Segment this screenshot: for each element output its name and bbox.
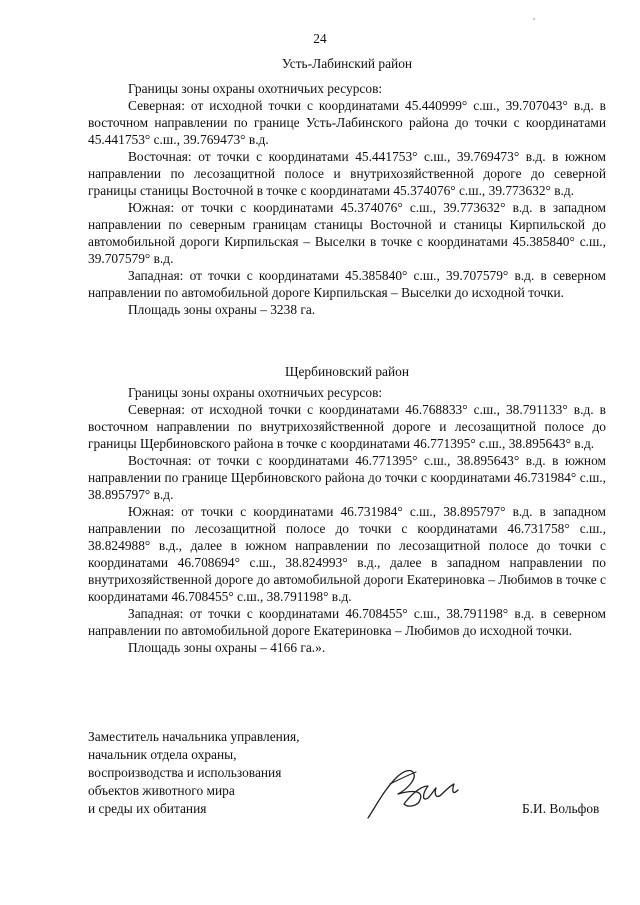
page-number: 24: [313, 31, 327, 46]
paragraph: Северная: от исходной точки с координатами 46.768833° с.ш., 38.791133° в.д. в восточном направлении по внутрихозяйственной дороге и лесозащитной полосе до границы Щербиновского района в точке с координатами 46.771395° с.ш., 38.895643° в.д.: [88, 402, 606, 451]
paragraph: Границы зоны охраны охотничьих ресурсов:: [128, 385, 383, 400]
signature-line: воспроизводства и использования: [88, 765, 282, 780]
paragraph: Площадь зоны охраны – 3238 га.: [128, 302, 316, 317]
signer-name: Б.И. Вольфов: [522, 801, 600, 816]
paragraph: Западная: от точки с координатами 45.385840° с.ш., 39.707579° в.д. в северном направлении по автомобильной дороге Кирпильская – Выселки до исходной точки.: [88, 268, 606, 300]
section-title: Усть-Лабинский район: [281, 56, 413, 71]
paragraph: Южная: от точки с координатами 46.731984° с.ш., 38.895797° в.д. в западном направлении по лесозащитной полосе до точки с координатами 46.731758° с.ш., 38.824988° в.д., далее в южном направлении по лесозащитной полосе до точки с координатами 46.708694° с.ш., 38.824993° в.д., далее в западном направлении по внутрихозяйственной дороге до автомобильной дороги Екатериновка – Любимов в точке с координатами 46.708455° с.ш., 38.791198° в.д.: [88, 504, 607, 604]
paragraph: Площадь зоны охраны – 4166 га.».: [128, 640, 326, 655]
paragraph: Западная: от точки с координатами 46.708455° с.ш., 38.791198° в.д. в северном направлении по автомобильной дороге Екатериновка – Любимов до исходной точки.: [88, 606, 606, 638]
signature-line: и среды их обитания: [88, 801, 207, 816]
paragraph: Восточная: от точки с координатами 46.771395° с.ш., 38.895643° в.д. в южном направлении по границе Щербиновского района до точки с координатами 46.731984° с.ш., 38.895797° в.д.: [88, 453, 606, 502]
section-title: Щербиновский район: [284, 364, 410, 379]
paragraph: Южная: от точки с координатами 45.374076° с.ш., 39.773632° в.д. в западном направлении по северным границам станицы Восточной и станицы Кирпильской до автомобильной дороги Кирпильская – Выселки в точке с координатами 45.385840° с.ш., 39.707579° в.д.: [88, 200, 606, 266]
signature-line: объектов животного мира: [88, 783, 235, 798]
scan-speck: [533, 18, 535, 20]
handwritten-signature: [362, 760, 472, 822]
paragraph: Границы зоны охраны охотничьих ресурсов:: [128, 81, 383, 96]
section-shcherbinovsky: [88, 363, 606, 656]
signature-line: Заместитель начальника управления,: [88, 729, 300, 744]
paragraph: Северная: от исходной точки с координатами 45.440999° с.ш., 39.707043° в.д. в восточном направлении по границе Усть-Лабинского района до точки с координатами 45.441753° с.ш., 39.769473° в.д.: [88, 98, 606, 147]
signature-title-block: [88, 728, 300, 818]
paragraph: Восточная: от точки с координатами 45.441753° с.ш., 39.769473° в.д. в южном направлении по лесозащитной полосе и внутрихозяйственной дороге до северной границы станицы Восточной в точке с координатами 45.374076° с.ш., 39.773632° в.д.: [88, 149, 606, 198]
signature-line: начальник отдела охраны,: [88, 747, 237, 762]
section-ust-labinsky: [88, 55, 606, 318]
